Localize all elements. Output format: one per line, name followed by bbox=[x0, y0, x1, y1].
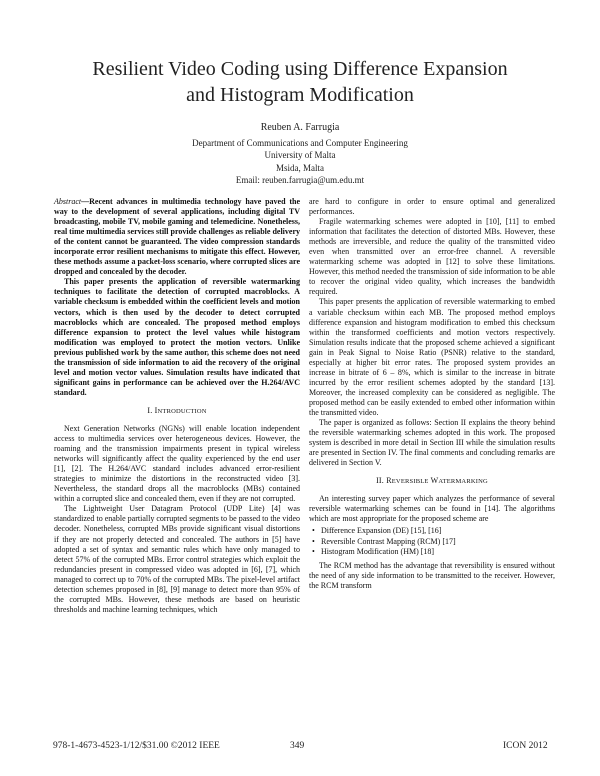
footer-conference: ICON 2012 bbox=[503, 741, 548, 751]
section-heading-reversible-watermarking bbox=[309, 476, 555, 487]
section-initial-2: W bbox=[430, 476, 439, 486]
author-department: Department of Communications and Computer Engineering bbox=[192, 137, 408, 148]
section-initial: R bbox=[386, 476, 392, 486]
bullet-icon: • bbox=[312, 546, 315, 556]
right-column bbox=[309, 197, 555, 591]
rw-paragraph-2: The RCM method has the advantage that reversibility is ensured without the need of any side information to be transmitted to the receiver. However, the RCM transform bbox=[309, 561, 555, 591]
author-name: Reuben A. Farrugia bbox=[260, 122, 340, 133]
rw-paragraph-1: An interesting survey paper which analyzes the performance of several reversible watermarking schemes can be found in [14]. The algorithms which are most appropriate for the proposed scheme are bbox=[309, 494, 555, 524]
title-line-2: and Histogram Modification bbox=[186, 84, 414, 106]
list-item-text: Histogram Modification (HM) [18] bbox=[321, 546, 435, 556]
author-university: University of Malta bbox=[264, 150, 336, 160]
abstract-text-1: Recent advances in multimedia technology have paved the way to the development of several applications, including digital TV broadcasting, mobile TV, mobile gaming and telemedicine. Nonetheless, real time multimedia services still provide challenges as reliable delivery of the content cannot be guaranteed. The video compression standards incorporate error resilient mechanisms to mitigate this effect. However, these methods assume a packet-loss scenario, where corrupted slices are dropped and concealed by the decoder. bbox=[54, 197, 300, 277]
title-line-1: Resilient Video Coding using Difference Expansion bbox=[92, 58, 508, 80]
abstract-dash: — bbox=[81, 197, 90, 206]
section-heading-introduction bbox=[54, 406, 300, 417]
section-title-rest: NTRODUCTION bbox=[157, 407, 207, 415]
section-title-rest: EVERSIBLE bbox=[391, 478, 429, 486]
abstract-paragraph-2: This paper presents the application of reversible watermarking techniques to facilitate the detection of corrupted macroblocks. A variable checksum is embedded within the coefficient levels and motion vectors, which is then used by the decoder to detect corrupted macroblocks which are concealed. The proposed method employs difference expansion to protect the level values while histogram modification was employed to protect the motion vectors. Unlike previous published work by the same author, this scheme does not need the transmission of side information to aid the recovery of the original level and motion vector values. Simulation results have indicated that significant gains in performance can be achieved over the H.264/AVC standard. bbox=[54, 277, 300, 397]
footer-page-number: 349 bbox=[290, 741, 305, 751]
intro-paragraph-3: Fragile watermarking schemes were adopted in [10], [11] to embed information that facilitates the detection of distorted MBs. However, these methods are irreversible, and reduce the quality of the transmitted video even when transmitted over an error-free channel. A reversible watermarking scheme was adopted in [12] to solve these limitations. However, this method needed the transmission of side information to be able to recover the original video quality, which increases the bandwidth required. bbox=[309, 217, 555, 297]
intro-paragraph-2: The Lightweight User Datagram Protocol (UDP Lite) [4] was standardized to enable partially corrupted segments to be passed to the video decoder. Nonetheless, corrupted MBs provide significant visual distortions if they are not properly detected and concealed. The authors in [5] have adopted a set of syntax and semantic rules which have only managed to detect 57% of the corrupted MBs. Error control strategies which exploit the redundancies present in compressed video was adopted in [6], [7], which managed to correct up to 70% of the corrupted MBs. The pixel-level artifact detection schemes proposed in [8], [9] manage to detect more than 95% of the corrupted MBs. However, these methods are based on heuristic thresholds and machine learning techniques, which bbox=[54, 504, 300, 614]
section-number: II. bbox=[376, 476, 384, 486]
author-city: Msida, Malta bbox=[276, 162, 324, 173]
bullet-icon: • bbox=[312, 526, 315, 536]
section-number: I. bbox=[147, 405, 153, 415]
footer-isbn: 978-1-4673-4523-1/12/$31.00 ©2012 IEEE bbox=[53, 741, 220, 751]
algorithm-list bbox=[309, 526, 555, 557]
author-block bbox=[40, 122, 560, 187]
list-item bbox=[309, 537, 555, 547]
list-item-text: Reversible Contrast Mapping (RCM) [17] bbox=[321, 536, 456, 546]
list-item bbox=[309, 547, 555, 557]
paper-title bbox=[20, 56, 580, 108]
list-item bbox=[309, 526, 555, 536]
intro-paragraph-4: This paper presents the application of reversible watermarking to embed a variable checksum within each MB. The proposed method employs difference expansion and histogram modification to embed this checksum within the transformed coefficients and motion vectors respectively. Simulation results indicate that the proposed scheme achieved a significant gain in Peak Signal to Noise Ratio (PSNR) relative to the standard, especially at higher bit error rates. The proposed system provides an increase in bitrate of 6 – 8%, which is similar to the increase in bitrate incurred by the error resilient schemes adopted by the standard [13]. Moreover, the increased complexity can be considered as negligible. The proposed method can be easily extended to embed other information within the transmitted video. bbox=[309, 297, 555, 417]
intro-paragraph-5: The paper is organized as follows: Section II explains the theory behind the reversible watermarking schemes adopted in this work. The proposed system is described in more detail in Section III while the simulation results are presented in Section IV. The final comments and concluding remarks are delivered in Section V. bbox=[309, 418, 555, 468]
left-column bbox=[54, 197, 300, 615]
list-item-text: Difference Expansion (DE) [15], [16] bbox=[321, 526, 442, 536]
intro-paragraph-2-continued: are hard to configure in order to ensure optimal and generalized performances. bbox=[309, 197, 555, 217]
section-title-rest-2: ATERMARKING bbox=[438, 478, 488, 486]
abstract-label: Abstract bbox=[54, 197, 82, 206]
bullet-icon: • bbox=[312, 536, 315, 546]
intro-paragraph-1: Next Generation Networks (NGNs) will enable location independent access to multimedia services over heterogeneous devices. However, the roaming and the transmission impairments present in typical wireless networks will significantly affect the quality experienced by the end user [1], [2]. The H.264/AVC standard includes advanced error-resilient strategies to minimize the distortions in the reconstructed video [3]. Nevertheless, the standard drops all the macroblocks (MBs) contained within a corrupted slice and concealed them, even if they are not corrupted. bbox=[54, 423, 300, 504]
abstract-paragraph-1 bbox=[54, 197, 300, 277]
author-email: Email: reuben.farrugia@um.edu.mt bbox=[235, 175, 365, 185]
section-initial: I bbox=[154, 405, 158, 415]
